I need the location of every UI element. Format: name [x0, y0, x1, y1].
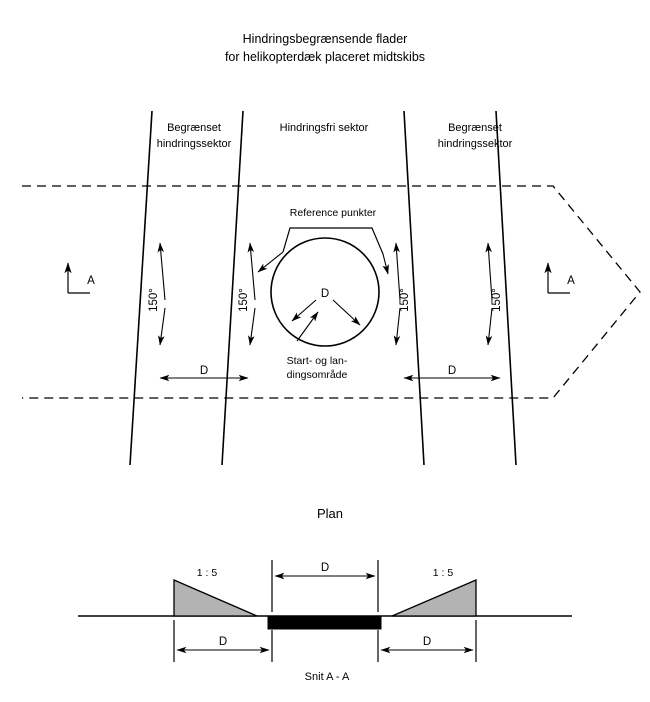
- landing-area-label-line2: dingsområde: [286, 369, 348, 381]
- left-ramp-shape: [174, 580, 257, 616]
- helideck-bar: [268, 617, 381, 629]
- title-line2: for helikopterdæk placeret midtskibs: [224, 50, 426, 64]
- section-dimension-bottom-left-label: D: [218, 636, 228, 648]
- circle-diameter-arrow-right: [333, 300, 360, 325]
- angle-label-1: 150°: [148, 288, 160, 312]
- angle-marker-4: [488, 243, 503, 345]
- angle-marker-1: [148, 243, 165, 345]
- section-dimension-top: [272, 560, 378, 612]
- left-slope-label: 1 : 5: [196, 567, 218, 579]
- right-ramp-shape: [392, 580, 476, 616]
- left-sector-label-line1: Begrænset: [167, 122, 221, 134]
- section-dimension-bottom-right-label: D: [422, 636, 432, 648]
- section-dimension-bottom-right: [378, 620, 476, 662]
- landing-area-label-line1: Start- og lan-: [286, 355, 348, 367]
- angle-label-3: 150°: [399, 288, 411, 312]
- section-caption: Snit A - A: [304, 671, 350, 683]
- reference-points-bracket: [283, 228, 383, 254]
- center-sector-label: Hindringsfri sektor: [279, 122, 369, 134]
- right-slope-label: 1 : 5: [432, 567, 454, 579]
- right-sector-label-line2: hindringssektor: [437, 138, 513, 150]
- plan-dimension-right-label: D: [447, 365, 457, 377]
- angle-marker-3: [396, 243, 411, 345]
- plan-dimension-left-label: D: [199, 365, 209, 377]
- left-sector-label-line2: hindringssektor: [156, 138, 232, 150]
- plan-dimension-left: [160, 365, 248, 378]
- reference-points-label: Reference punkter: [289, 207, 377, 219]
- plan-caption: Plan: [316, 506, 344, 521]
- angle-label-4: 150°: [491, 288, 503, 312]
- right-sector-label-line1: Begrænset: [448, 122, 502, 134]
- angle-marker-2: [238, 243, 255, 345]
- section-arrow-right-label: A: [567, 275, 575, 287]
- section-arrow-left: [68, 263, 95, 293]
- section-arrow-left-label: A: [87, 275, 95, 287]
- circle-diameter-label: D: [320, 288, 330, 300]
- circle-diameter-arrow-left: [292, 300, 316, 321]
- section-dimension-bottom-left: [174, 620, 272, 662]
- section-view: [78, 560, 572, 683]
- title-line1: Hindringsbegrænsende flader: [242, 32, 408, 46]
- reference-point-arrows: [258, 252, 388, 274]
- section-arrow-right: [548, 263, 575, 293]
- angle-label-2: 150°: [238, 288, 250, 312]
- landing-area-leader: [297, 312, 318, 341]
- section-dimension-top-label: D: [320, 562, 330, 574]
- plan-view: [22, 111, 640, 521]
